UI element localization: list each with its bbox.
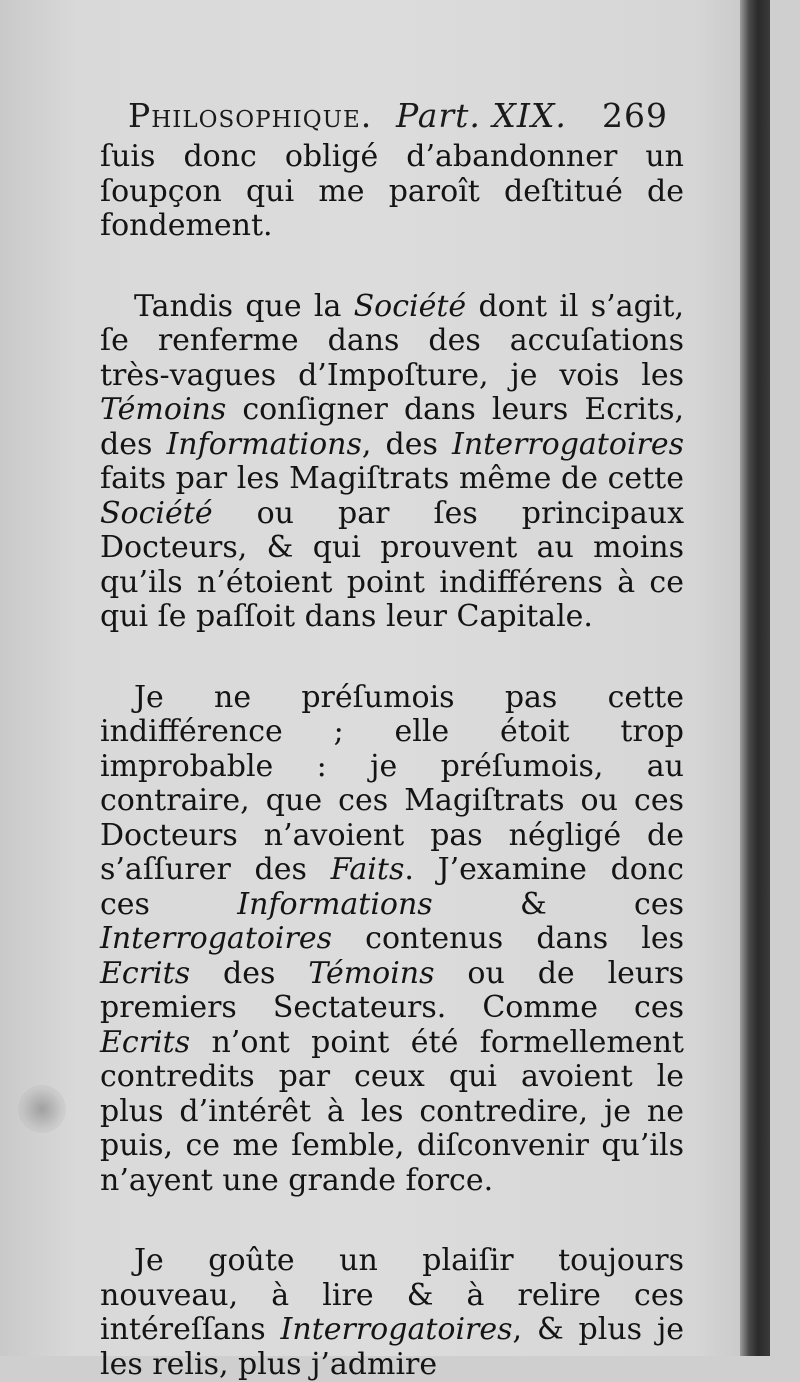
- running-title: Philosophique.: [128, 96, 373, 135]
- text-run: & ces: [432, 886, 684, 922]
- body-text: [100, 140, 684, 1382]
- italic-text-run: Société: [100, 495, 213, 531]
- text-run: faits par les Magiſtrats même de cette: [100, 461, 684, 496]
- text-run: n’ont point été formellement contredits par ceux qui avoient le plus d’intérêt à les contredire, je ne puis, ce me ſemble, diſconvenir qu’ils n’ayent une grande force.: [100, 1024, 684, 1198]
- italic-text-run: Société: [353, 288, 467, 324]
- italic-text-run: Ecrits: [100, 1024, 191, 1060]
- paragraph-2: [100, 290, 684, 635]
- paragraph-4: [100, 1244, 684, 1382]
- text-run: dont il s’agit, ſe renferme dans des accuſations très-vagues d’Impoſture, je vois les: [100, 288, 684, 393]
- text-run: contenus dans les: [332, 921, 684, 956]
- text-run: Je ne préſumois pas cette indifférence ; elle étoit trop improbable : je préſumois, au contraire, que ces Magiſtrats ou ces Docteurs n’avoient pas négligé de s’aſſurer des: [100, 679, 684, 887]
- text-run: conſigner dans leurs Ecrits, des: [100, 392, 684, 462]
- text-run: . J’examine donc ces: [100, 852, 684, 922]
- italic-text-run: Faits: [330, 852, 405, 887]
- italic-text-run: Interrogatoires: [100, 921, 333, 956]
- page-number: 269: [602, 96, 668, 135]
- text-run: Je goûte un plaiſir toujours nouveau, à lire & à relire ces intéreſſans: [100, 1243, 684, 1347]
- italic-text-run: Ecrits: [100, 955, 191, 991]
- paragraph-3: [100, 681, 684, 1199]
- italic-text-run: Informations: [237, 886, 433, 922]
- part-number: Part. XIX.: [396, 96, 567, 135]
- text-run: ou de leurs premiers Sectateurs. Comme ces: [100, 955, 684, 1025]
- italic-text-run: Interrogatoires: [280, 1312, 513, 1347]
- italic-text-run: Témoins: [308, 955, 435, 991]
- italic-text-run: Interrogatoires: [451, 426, 685, 462]
- text-run: , & plus je les relis, plus j’admire: [100, 1312, 684, 1382]
- text-run: ou par ſes principaux Docteurs, & qui prouvent au moins qu’ils n’étoient point indifférens à ce qui ſe paſſoit dans leur Capitale.: [100, 495, 684, 634]
- text-run: des: [190, 955, 309, 991]
- text-run: Tandis que la: [134, 288, 354, 324]
- page-edge-shadow: [740, 0, 770, 1356]
- italic-text-run: Informations: [166, 426, 362, 462]
- paragraph-1: ſuis donc obligé d’abandonner un ſoupçon qui me paroît deſtitué de fondement.: [100, 139, 684, 243]
- paper-stain: [18, 1085, 66, 1133]
- text-run: , des: [361, 426, 452, 462]
- italic-text-run: Témoins: [100, 392, 227, 427]
